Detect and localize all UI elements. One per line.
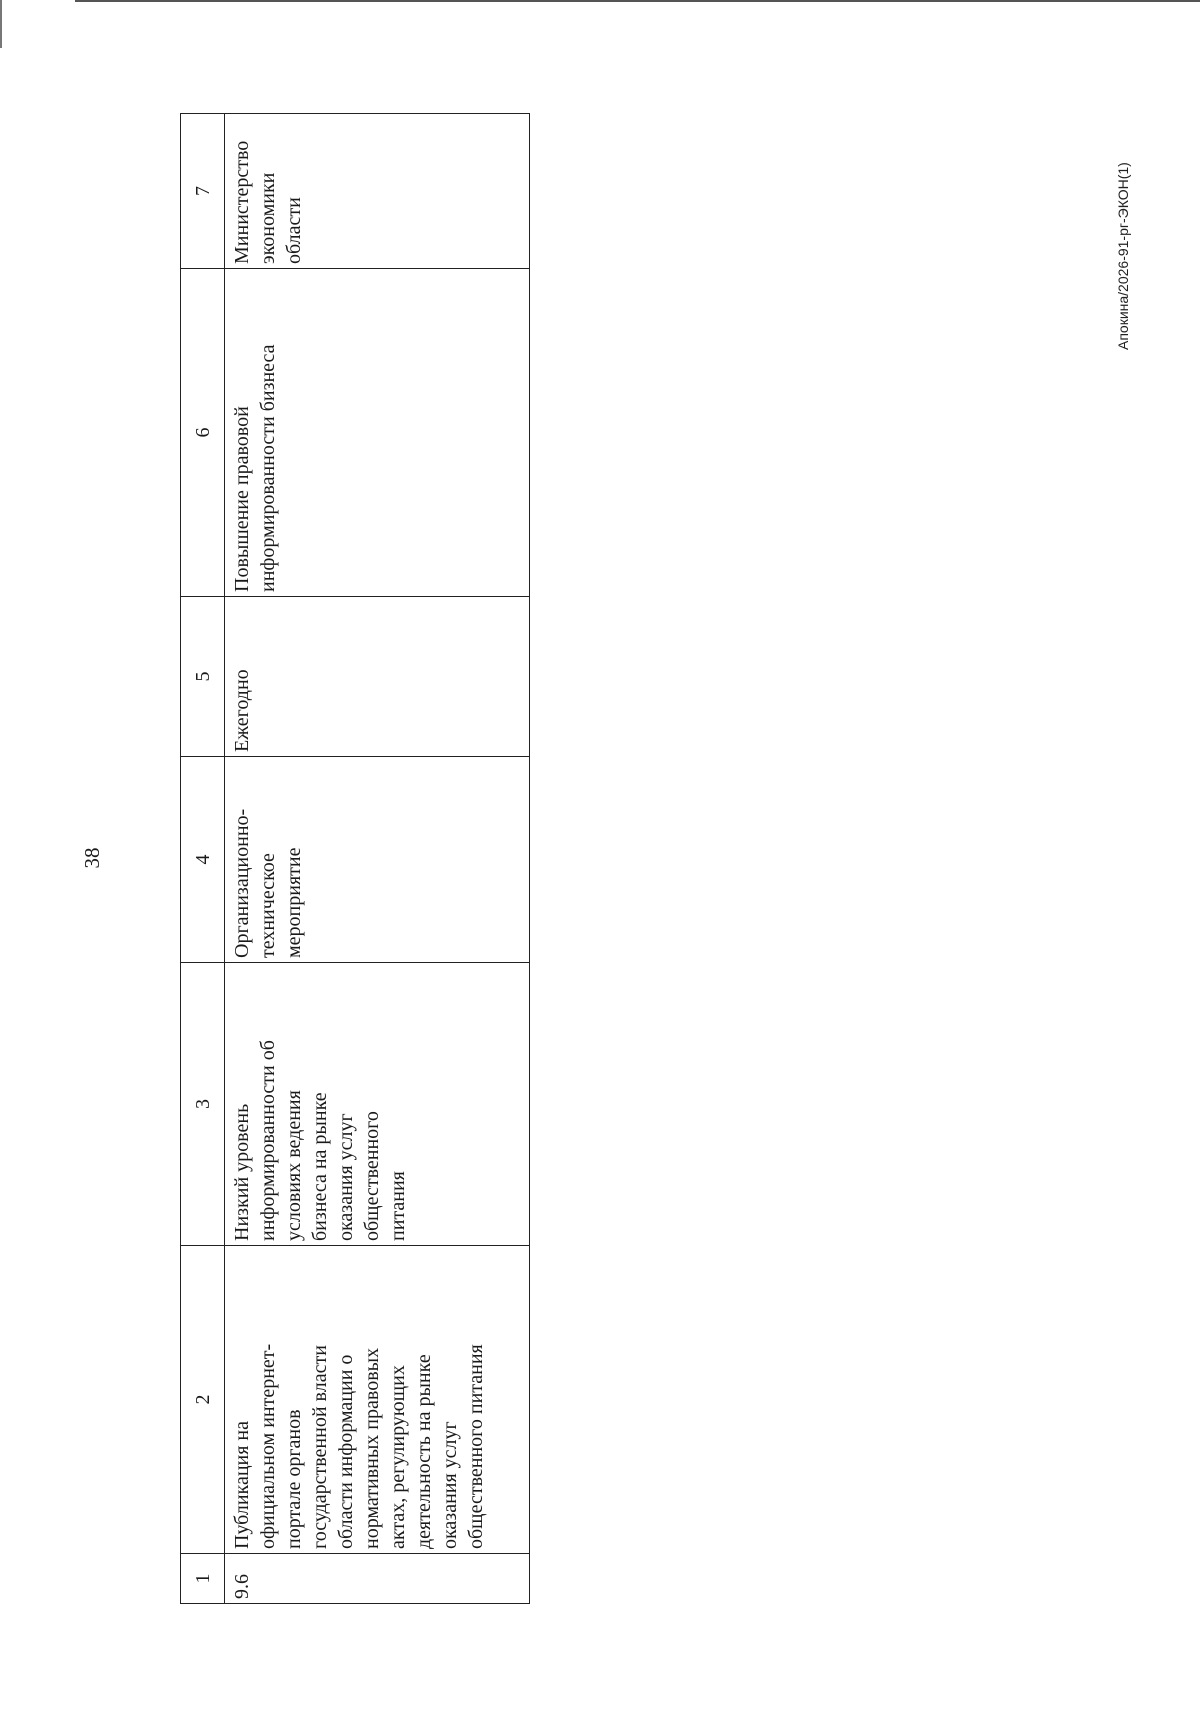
- text-line: области информации о: [335, 1354, 357, 1549]
- table-row: [225, 114, 530, 1604]
- text-line: деятельность на рынке: [413, 1354, 435, 1549]
- column-number-5: 5: [181, 597, 225, 757]
- text-line: экономики: [257, 172, 279, 264]
- text-line: информированности об: [257, 1040, 279, 1241]
- type-cell: [225, 757, 530, 963]
- column-number-4: 4: [181, 757, 225, 963]
- responsible-cell: [225, 114, 530, 269]
- page-number: 38: [80, 847, 104, 869]
- plan-table: [180, 113, 530, 1604]
- period-cell: [225, 597, 530, 757]
- problem-cell: [225, 963, 530, 1246]
- text-line: области: [283, 197, 305, 264]
- text-line: Публикация на: [231, 1420, 253, 1549]
- column-number-7: 7: [181, 114, 225, 269]
- text-line: условиях ведения: [283, 1090, 305, 1241]
- text-line: государственной власти: [309, 1345, 331, 1549]
- text-line: нормативных правовых: [361, 1347, 383, 1549]
- text-line: техническое: [257, 853, 279, 958]
- text-line: Низкий уровень: [231, 1103, 253, 1241]
- text-line: портале органов: [283, 1409, 305, 1549]
- text-line: актах, регулирующих: [387, 1365, 409, 1549]
- row-number-cell: 9.6: [225, 1554, 530, 1604]
- document-stamp: Апокина/2026-91-рг-ЭКОН(1): [1115, 162, 1131, 350]
- text-line: оказания услуг: [439, 1421, 461, 1549]
- text-line: Министерство: [231, 140, 253, 264]
- text-line: Повышение правовой: [231, 406, 253, 592]
- column-number-1: 1: [181, 1554, 225, 1604]
- text-line: Ежегодно: [231, 669, 253, 752]
- text-line: питания: [387, 1171, 409, 1241]
- text-line: мероприятие: [283, 847, 305, 958]
- text-line: информированности бизнеса: [257, 344, 279, 592]
- text-line: бизнеса на рынке: [309, 1092, 331, 1241]
- column-number-row: [181, 114, 225, 1604]
- text-line: общественного: [361, 1111, 383, 1241]
- plan-table-wrapper: [180, 113, 530, 1604]
- column-number-6: 6: [181, 269, 225, 597]
- column-number-2: 2: [181, 1246, 225, 1554]
- measure-cell: [225, 1246, 530, 1554]
- result-cell: [225, 269, 530, 597]
- text-line: Организационно-: [231, 808, 253, 958]
- text-line: общественного питания: [465, 1344, 487, 1549]
- column-number-3: 3: [181, 963, 225, 1246]
- text-line: оказания услуг: [335, 1113, 357, 1241]
- text-line: официальном интернет-: [257, 1343, 279, 1549]
